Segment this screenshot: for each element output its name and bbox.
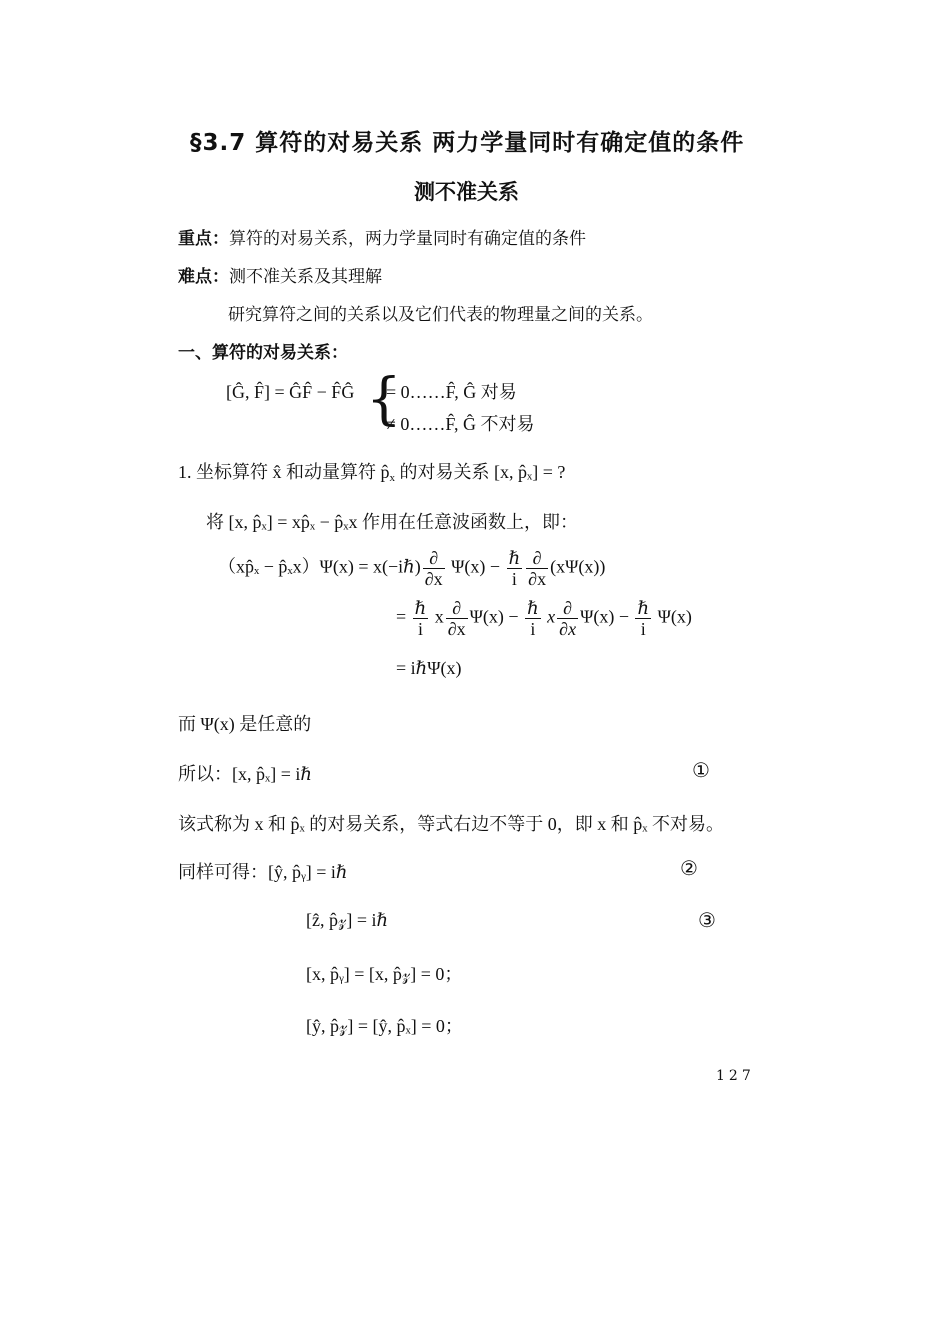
similarly-line — [178, 858, 348, 884]
derivation-row2-c: x — [547, 606, 556, 627]
case-commute: = 0……F̂, Ĝ 对易 — [386, 382, 517, 402]
intro-paragraph: 研究算符之间的关系以及它们代表的物理量之间的关系。 — [228, 305, 653, 325]
therefore-line — [178, 760, 312, 786]
section-title: §3.7 算符的对易关系 两力学量同时有确定值的条件 — [190, 130, 745, 156]
equation-number-2: ② — [680, 856, 698, 880]
section1-heading: 一、算符的对易关系： — [178, 343, 348, 363]
equation-2: [ŷ, p̂ᵧ] = iℏ — [268, 862, 348, 882]
difficulty-line — [178, 262, 382, 287]
difficulty-text: 测不准关系及其理解 — [229, 267, 382, 287]
similarly-label: 同样可得： — [178, 862, 268, 882]
page-number: 127 — [716, 1068, 755, 1084]
hbar-fraction: $\frac{\text{ℏ}}{i}$ — [414, 598, 427, 639]
partial-fraction: $\frac{\partial}{\partial x}$ — [447, 598, 466, 639]
item1-suffix: 的对易关系 [x, p̂ₓ] = ? — [395, 462, 566, 482]
equation-5: [ŷ, p̂𝓏] = [ŷ, p̂ₓ] = 0； — [306, 1016, 463, 1036]
section-subtitle: 测不准关系 — [414, 180, 519, 204]
hbar-fraction: $\frac{\text{ℏ}}{i}$ — [637, 598, 650, 639]
equation-3: [ẑ, p̂𝓏] = iℏ — [306, 910, 389, 930]
commutator-definition — [226, 382, 354, 403]
derivation-row2-d: Ψ(x) − — [580, 606, 629, 627]
case-noncommute: ≠ 0……F̂, Ĝ 不对易 — [386, 414, 535, 434]
derivation-row2-a: x — [434, 606, 444, 627]
item1-line — [178, 458, 565, 484]
derivation-row-2: = $\frac{\text{ℏ}}{i}$ x $\frac{\partial}{\partial x}$ Ψ(x) − $\frac{\text{ℏ}}{i}$ x $\frac{\partial}{\partial x}$ Ψ(x) − $\frac{\text{ℏ}}{i}$ Ψ(x) — [396, 598, 692, 639]
arbitrary-line: 而 Ψ(x) 是任意的 — [178, 714, 312, 734]
partial-fraction: $\frac{\partial}{\partial x}$ — [528, 548, 547, 589]
derivation-row-3: = iℏΨ(x) — [396, 658, 462, 678]
derivation-row-1 — [218, 548, 605, 589]
hbar-fraction: $\frac{\text{ℏ}}{i}$ — [508, 548, 521, 589]
focus-line — [178, 224, 586, 249]
derivation-row2-e: Ψ(x) — [657, 606, 692, 627]
focus-text: 算符的对易关系，两力学量同时有确定值的条件 — [229, 229, 586, 249]
derivation-row1-left: （xp̂ₓ − p̂ₓx）Ψ(x) = x(−iℏ) — [218, 556, 421, 577]
commutator-lhs: [Ĝ, F̂] = ĜF̂ − F̂Ĝ — [226, 382, 355, 402]
item1-sub: x — [389, 472, 395, 484]
therefore-label: 所以： — [178, 764, 232, 784]
therefore-equation: [x, p̂ₓ] = iℏ — [232, 764, 312, 784]
difficulty-label: 难点： — [178, 267, 229, 287]
partial-fraction: $\frac{\partial}{\partial x}$ — [559, 598, 577, 639]
apply-line: 将 [x, p̂ₓ] = xp̂ₓ − p̂ₓx 作用在任意波函数上，即： — [206, 512, 578, 532]
item1-prefix: 1. 坐标算符 x̂ 和动量算符 p̂ — [178, 462, 390, 482]
equation-number-1: ① — [692, 758, 710, 782]
partial-fraction: $\frac{\partial}{\partial x}$ — [424, 548, 443, 589]
explanation-line: 该式称为 x 和 p̂ₓ 的对易关系，等式右边不等于 0，即 x 和 p̂ₓ 不对易。 — [178, 814, 724, 834]
equation-4: [x, p̂ᵧ] = [x, p̂𝓏] = 0； — [306, 964, 463, 984]
derivation-row1-b: (xΨ(x)) — [550, 556, 606, 577]
derivation-row2-b: Ψ(x) − — [469, 606, 519, 627]
cases-brace: { — [366, 367, 402, 432]
equation-number-3: ③ — [698, 908, 716, 932]
hbar-fraction: $\frac{\text{ℏ}}{i}$ — [527, 598, 539, 639]
focus-label: 重点： — [178, 229, 229, 249]
derivation-row1-a: Ψ(x) − — [451, 556, 501, 577]
